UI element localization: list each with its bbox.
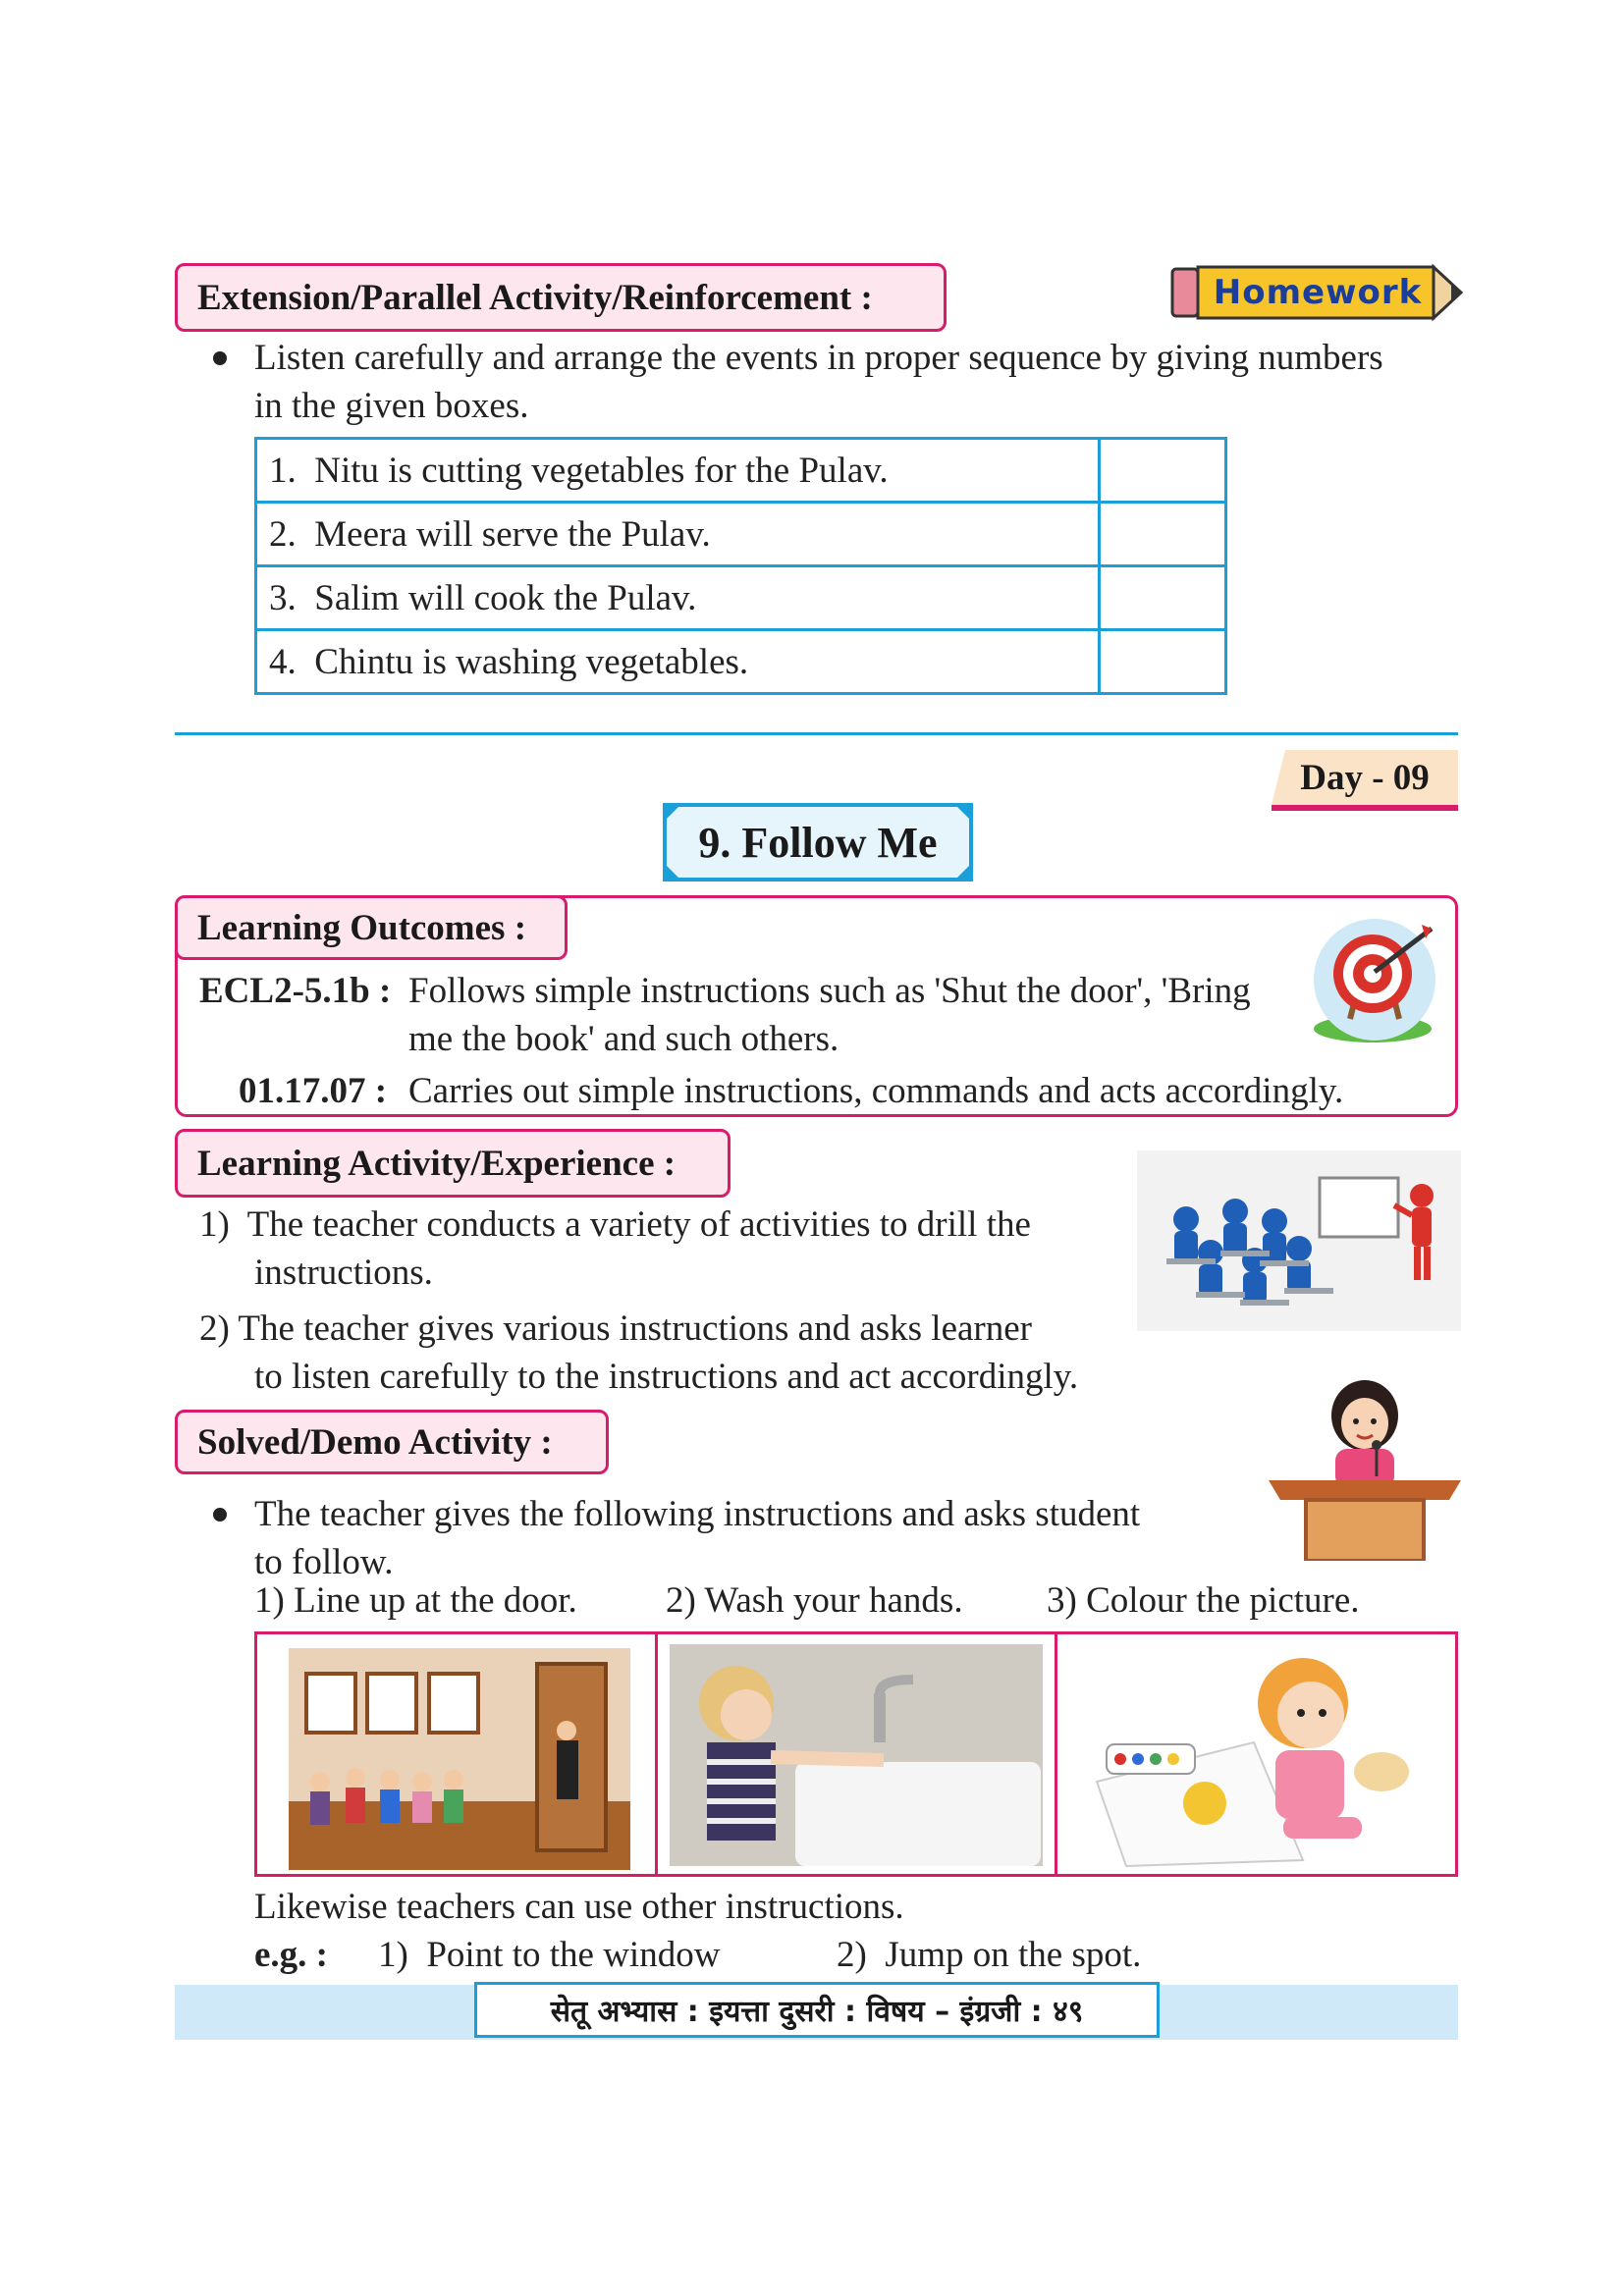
table-row [256,630,1226,694]
answer-box[interactable] [1100,503,1226,566]
demo-line-2: to follow. [254,1542,394,1582]
extension-instruction-1: Listen carefully and arrange the events in proper sequence by giving numbers [254,338,1383,378]
sequence-cell: 4. Chintu is washing vegetables. [256,630,1100,694]
demo-line-1: The teacher gives the following instructions and asks student [254,1494,1141,1534]
outcome-text: me the book' and such others. [408,1019,839,1059]
table-row [256,566,1226,630]
colouring-girl-illustration [1057,1634,1450,1874]
colour-picture [1057,1634,1455,1874]
outcome-code: ECL2-5.1b : [199,971,392,1011]
answer-box[interactable] [1100,566,1226,630]
wash-hands-illustration [658,1634,1051,1874]
answer-box[interactable] [1100,630,1226,694]
extension-heading [175,263,947,332]
footer-text: सेतू अभ्यास : इयत्ता दुसरी : विषय – इंग्रजी : ४९ [550,1995,1084,2029]
day-label: Day - 09 [1300,757,1430,798]
footer-box [474,1982,1160,2038]
sequence-table [254,437,1227,695]
likewise-text: Likewise teachers can use other instructions. [254,1887,904,1927]
extension-heading-text: Extension/Parallel Activity/Reinforcement : [197,277,873,318]
activity-heading: Learning Activity/Experience : [175,1129,731,1198]
day-badge [1272,750,1458,813]
eg-item-1: 1) Point to the window [378,1935,721,1975]
homework-badge [1170,263,1465,322]
wash-hands-picture [658,1634,1058,1874]
outcomes-heading: Learning Outcomes : [175,895,568,960]
activity-item-2: 2) The teacher gives various instructions and asks learner [199,1308,1032,1349]
classroom-illustration [1137,1150,1461,1331]
instruction-3: 3) Colour the picture. [1047,1580,1360,1621]
lesson-title-box [663,803,973,881]
instruction-1: 1) Line up at the door. [254,1580,577,1621]
extension-instruction-2: in the given boxes. [254,386,529,426]
instruction-pictures [254,1631,1458,1877]
sequence-cell: 1. Nitu is cutting vegetables for the Pulav. [256,439,1100,503]
line-up-illustration [257,1634,658,1874]
activity-item-1-cont: instructions. [254,1253,433,1293]
outcome-text: Carries out simple instructions, commands and acts accordingly. [408,1071,1344,1111]
eg-label: e.g. : [254,1935,328,1975]
activity-item-1: 1) The teacher conducts a variety of activities to drill the [199,1204,1031,1245]
bullet [213,1508,227,1522]
table-row [256,439,1226,503]
bullet [213,351,227,365]
lesson-title: 9. Follow Me [698,818,938,867]
section-divider [175,732,1458,735]
target-icon [1306,911,1443,1048]
eg-item-2: 2) Jump on the spot. [837,1935,1142,1975]
activity-item-2-cont: to listen carefully to the instructions and act accordingly. [254,1357,1079,1397]
homework-label: Homework [1213,273,1423,312]
demo-heading: Solved/Demo Activity : [175,1410,609,1474]
sequence-cell: 2. Meera will serve the Pulav. [256,503,1100,566]
teacher-illustration [1267,1378,1463,1561]
answer-box[interactable] [1100,439,1226,503]
table-row [256,503,1226,566]
outcome-text: Follows simple instructions such as 'Shut the door', 'Bring [408,971,1251,1011]
outcome-code: 01.17.07 : [239,1071,388,1111]
instruction-2: 2) Wash your hands. [666,1580,963,1621]
sequence-cell: 3. Salim will cook the Pulav. [256,566,1100,630]
line-up-picture [257,1634,658,1874]
